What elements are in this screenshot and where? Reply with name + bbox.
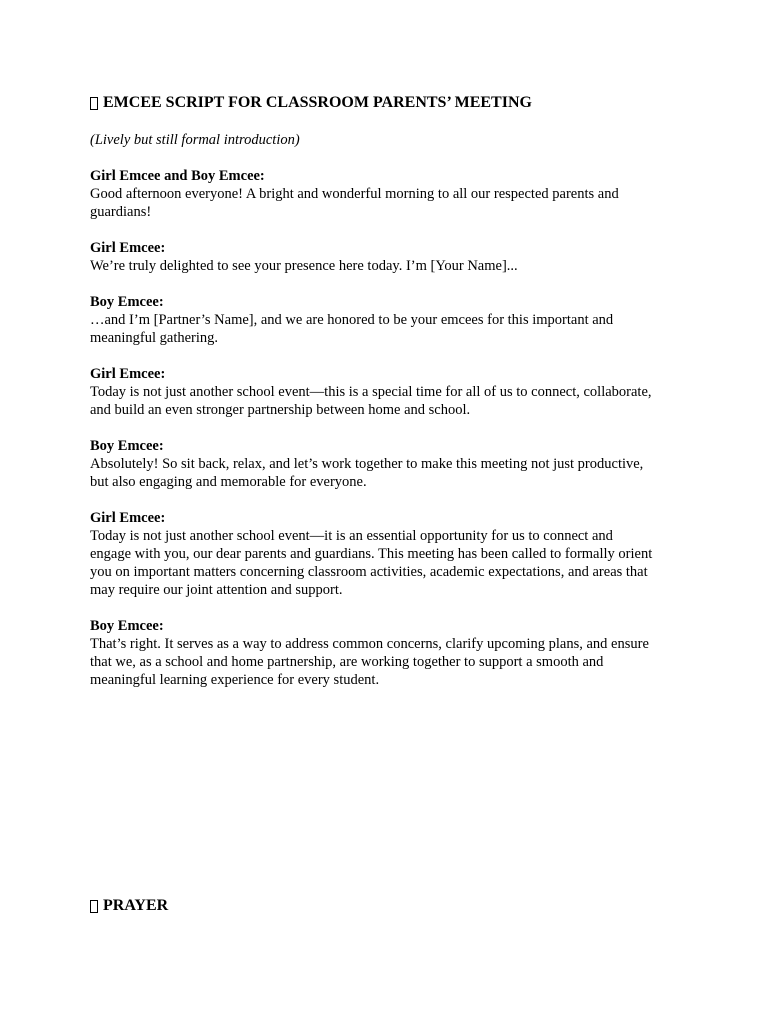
script-line: That’s right. It serves as a way to address common concerns, clarify upcoming plans, and ensure <box>90 636 649 652</box>
script-block <box>90 509 690 599</box>
speaker-label: Boy Emcee: <box>90 618 164 634</box>
script-line: you on important matters concerning classroom activities, academic expectations, and areas that <box>90 564 648 580</box>
script-block <box>90 437 690 491</box>
document-body <box>90 94 690 689</box>
script-line: Absolutely! So sit back, relax, and let’s work together to make this meeting not just productive, <box>90 456 644 472</box>
script-line: guardians! <box>90 204 152 220</box>
prayer-heading <box>90 897 168 915</box>
script-line: Today is not just another school event—it is an essential opportunity for us to connect and <box>90 528 613 544</box>
speaker-label: Boy Emcee: <box>90 294 164 310</box>
prayer-heading-text: PRAYER <box>103 897 169 914</box>
script-block <box>90 167 690 221</box>
script-line: meaningful learning experience for every student. <box>90 672 380 688</box>
subtitle: (Lively but still formal introduction) <box>90 132 300 148</box>
script-line: and build an even stronger partnership between home and school. <box>90 402 471 418</box>
speaker-label: Girl Emcee: <box>90 510 166 526</box>
script-block <box>90 239 690 275</box>
missing-glyph-box-icon <box>90 97 98 110</box>
page-title-text: EMCEE SCRIPT FOR CLASSROOM PARENTS’ MEETING <box>103 94 532 111</box>
script-line: that we, as a school and home partnership, are working together to support a smooth and <box>90 654 604 670</box>
script-line: engage with you, our dear parents and guardians. This meeting has been called to formally orient <box>90 546 653 562</box>
script-line: may require our joint attention and support. <box>90 582 343 598</box>
script-block <box>90 365 690 419</box>
speaker-label: Girl Emcee and Boy Emcee: <box>90 168 265 184</box>
page-title <box>90 94 690 112</box>
script-line: meaningful gathering. <box>90 330 219 346</box>
speaker-label: Girl Emcee: <box>90 240 166 256</box>
speaker-label: Girl Emcee: <box>90 366 166 382</box>
speaker-label: Boy Emcee: <box>90 438 164 454</box>
script-line: …and I’m [Partner’s Name], and we are honored to be your emcees for this important and <box>90 312 614 328</box>
script-line: Good afternoon everyone! A bright and wonderful morning to all our respected parents and <box>90 186 619 202</box>
script-block <box>90 293 690 347</box>
missing-glyph-box-icon <box>90 900 98 913</box>
script-block <box>90 617 690 689</box>
script-line: but also engaging and memorable for everyone. <box>90 474 367 490</box>
script-line: Today is not just another school event—this is a special time for all of us to connect, collaborate, <box>90 384 652 400</box>
script-line: We’re truly delighted to see your presence here today. I’m [Your Name]... <box>90 258 518 274</box>
